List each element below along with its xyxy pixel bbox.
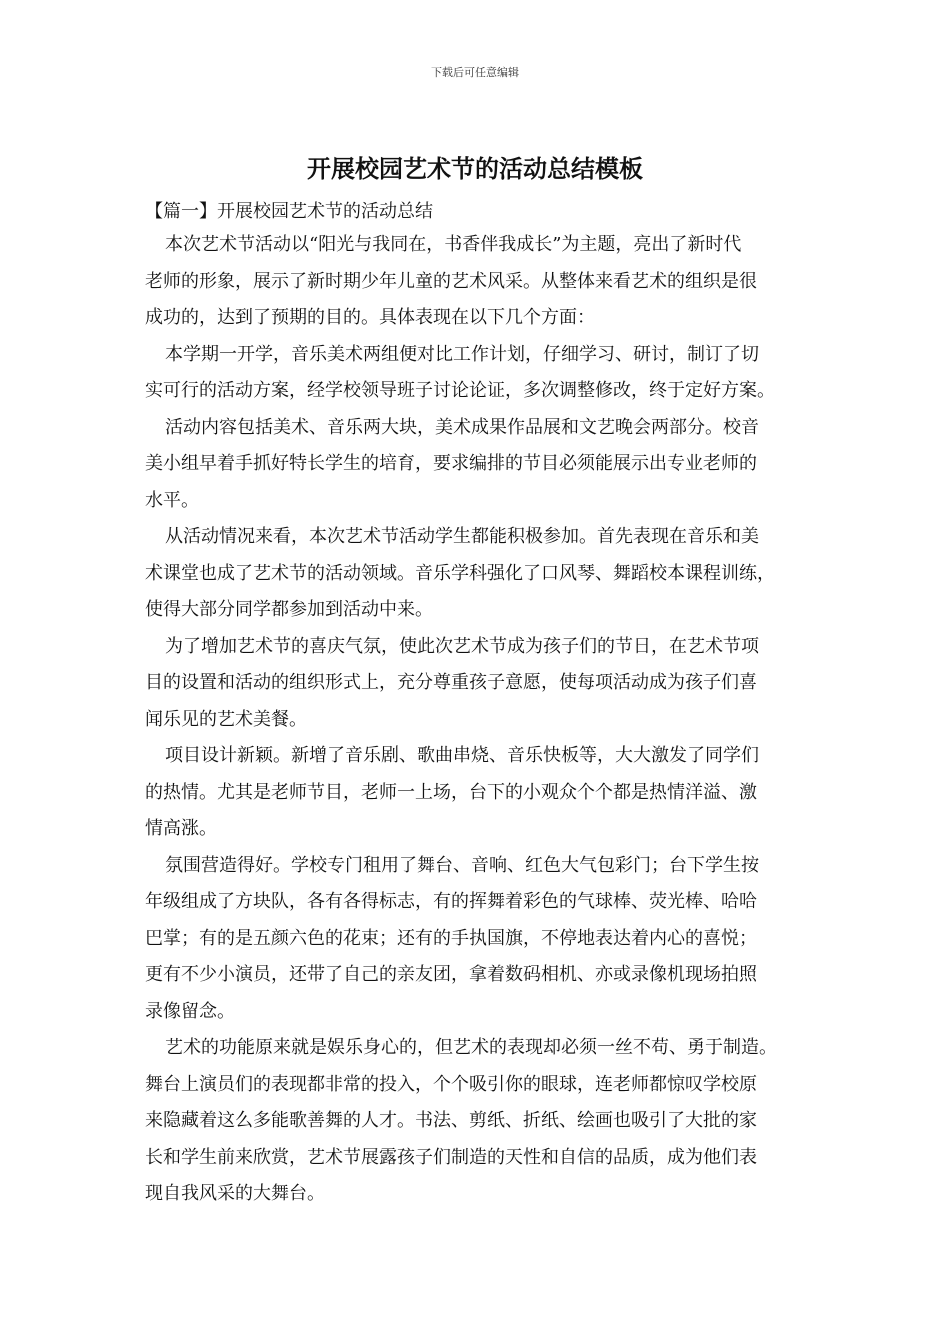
- text-line: 长和学生前来欣赏，艺术节展露孩子们制造的天性和自信的品质，成为他们表: [145, 1146, 757, 1168]
- text-line: 本学期一开学，音乐美术两组便对比工作计划，仔细学习、研讨，制订了切: [165, 343, 759, 365]
- text-line: 美小组早着手抓好特长学生的培育，要求编排的节目必须能展示出专业老师的: [145, 453, 757, 474]
- text-line: 情高涨。: [145, 818, 217, 839]
- paragraph: [145, 231, 825, 341]
- text-line: 实可行的活动方案，经学校领导班子讨论论证，多次调整修改，终于定好方案。: [145, 380, 775, 401]
- text-line: 巴掌；有的是五颜六色的花束；还有的手执国旗，不停地表达着内心的喜悦；: [145, 927, 757, 949]
- text-line: 闻乐见的艺术美餐。: [145, 708, 307, 730]
- text-line: 艺术的功能原来就是娱乐身心的，但艺术的表现却必须一丝不苟、勇于制造。: [165, 1037, 777, 1058]
- text-line: 从活动情况来看，本次艺术节活动学生都能积极参加。首先表现在音乐和美: [165, 526, 759, 547]
- header-note: 下载后可任意编辑: [431, 66, 519, 79]
- text-line: 来隐藏着这么多能歌善舞的人才。书法、剪纸、折纸、绘画也吸引了大批的家: [145, 1110, 757, 1131]
- text-line: 使得大部分同学都参加到活动中来。: [145, 599, 433, 620]
- text-line: 现自我风采的大舞台。: [145, 1183, 325, 1204]
- text-line: 为了增加艺术节的喜庆气氛，使此次艺术节成为孩子们的节日，在艺术节项: [165, 635, 759, 657]
- text-line: 更有不少小演员，还带了自己的亲友团，拿着数码相机、亦或录像机现场拍照: [145, 964, 757, 985]
- paragraph: [145, 341, 825, 414]
- text-line: 活动内容包括美术、音乐两大块，美术成果作品展和文艺晚会两部分。校音: [165, 416, 759, 438]
- paragraph: [145, 414, 825, 524]
- paragraph: [145, 523, 825, 633]
- section-subtitle: 【篇一】开展校园艺术节的活动总结: [145, 201, 433, 222]
- text-line: 舞台上演员们的表现都非常的投入，个个吸引你的眼球，连老师都惊叹学校原: [145, 1073, 757, 1095]
- text-line: 水平。: [145, 489, 199, 511]
- text-line: 的热情。尤其是老师节目，老师一上场，台下的小观众个个都是热情洋溢、激: [145, 781, 757, 803]
- text-line: 目的设置和活动的组织形式上，充分尊重孩子意愿，使每项活动成为孩子们喜: [145, 672, 757, 693]
- text-line: 成功的，达到了预期的目的。具体表现在以下几个方面：: [145, 307, 595, 328]
- paragraph: [145, 1034, 825, 1217]
- text-line: 项目设计新颖。新增了音乐剧、歌曲串烧、音乐快板等，大大激发了同学们: [165, 745, 759, 766]
- text-line: 录像留念。: [145, 1000, 235, 1022]
- paragraph: [145, 852, 825, 1035]
- paragraph: [145, 633, 825, 743]
- document-body: [145, 231, 825, 1217]
- text-line: 氛围营造得好。学校专门租用了舞台、音响、红色大气包彩门；台下学生按: [165, 854, 759, 876]
- paragraph: [145, 742, 825, 852]
- document-title: 开展校园艺术节的活动总结模板: [307, 154, 643, 183]
- text-line: 年级组成了方块队，各有各得标志，有的挥舞着彩色的气球棒、荧光棒、哈哈: [145, 891, 757, 912]
- text-line: 本次艺术节活动以“阳光与我同在，书香伴我成长”为主题，亮出了新时代: [165, 234, 742, 255]
- text-line: 术课堂也成了艺术节的活动领域。音乐学科强化了口风琴、舞蹈校本课程训练，: [145, 562, 775, 584]
- text-line: 老师的形象，展示了新时期少年儿童的艺术风采。从整体来看艺术的组织是很: [145, 270, 757, 292]
